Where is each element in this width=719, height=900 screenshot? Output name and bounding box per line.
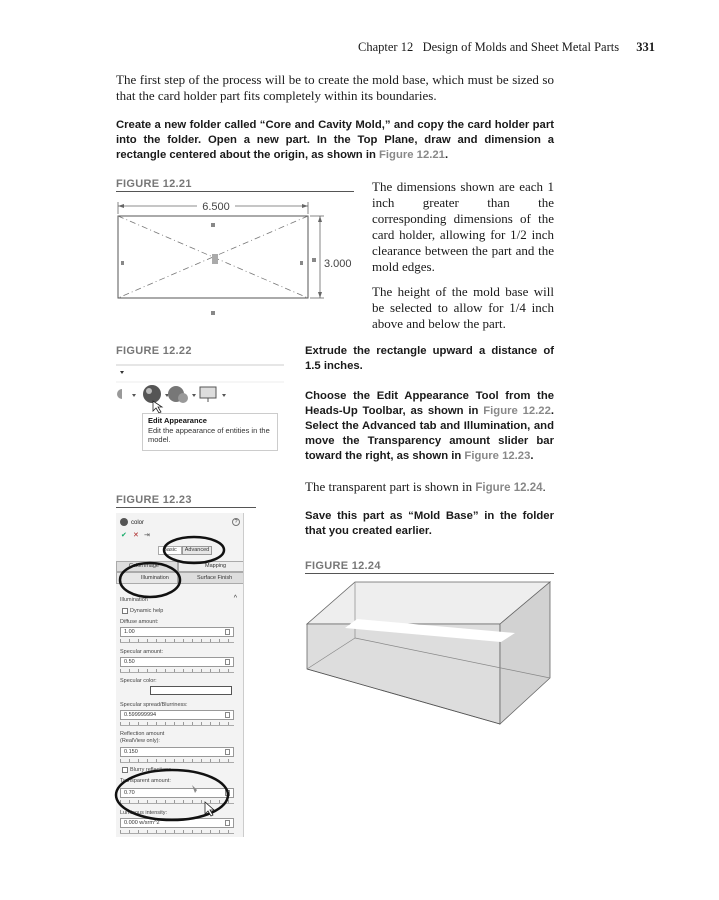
collapse-icon[interactable]: ^ [233,595,237,602]
figure-ref-12-22[interactable]: Figure 12.22 [483,405,551,417]
step-edit-appearance-text-c: . [530,450,534,462]
dynamic-help-label: Dynamic help [130,608,164,614]
diffuse-label: Diffuse amount: [120,619,159,625]
heads-up-toolbar [116,363,284,417]
rectangle-sketch [112,194,364,326]
page-number: 331 [636,40,655,54]
specular-value: 0.50 [124,659,135,665]
tooltip-text: Edit the appearance of entities in the model. [148,425,270,444]
running-header [358,40,655,55]
height-dimension: 3.000 [324,258,352,270]
transparent-note [305,479,554,496]
tooltip-title: Edit Appearance [148,416,207,425]
specular-label: Specular amount: [120,649,164,655]
transparent-value: 0.70 [124,790,135,796]
edit-appearance-tooltip [142,413,278,451]
tab-mapping[interactable]: Mapping [178,561,244,572]
tab-color-image[interactable]: Color/Image [116,561,178,572]
ok-icon[interactable]: ✔ [121,532,127,539]
spread-label: Specular spread/Blurriness: [120,702,188,708]
specular-color-label: Specular color: [120,678,157,684]
pin-icon[interactable]: ⇥ [144,532,150,539]
step-create-folder-text: Create a new folder called “Core and Cavity Mold,” and copy the card holder part into the folder. Open a new part. In the Top Plane, draw and dimension a rectangle centered about the origin, as shown in [116,119,554,161]
step-extrude: Extrude the rectangle upward a distance of 1.5 inches. [305,345,554,372]
figure-ref-12-23[interactable]: Figure 12.23 [464,450,531,462]
figure-ref-12-21[interactable]: Figure 12.21 [379,149,445,161]
transparent-note-text: The transparent part is shown in [305,479,473,494]
height-note: The height of the mold base will be selected to allow for 1/4 inch above and below the part. [372,284,554,331]
tab-basic[interactable]: Basic [158,546,182,555]
panel-title: color [131,520,145,526]
help-icon[interactable]: ? [232,518,240,526]
tab-surface-finish[interactable]: Surface Finish [178,572,244,584]
transparent-box-render [305,578,560,730]
cancel-icon[interactable]: ✕ [133,532,139,539]
figure-ref-12-24[interactable]: Figure 12.24 [475,482,543,494]
step-edit-appearance-text-b: . Select the Advanced tab and Illumination, and move the Transparency amount slider bar toward the right, as shown in [305,405,554,462]
illumination-tab-callout [120,563,180,597]
width-dimension: 6.500 [202,201,230,213]
step-create-folder [116,118,554,163]
tab-illumination[interactable]: Illumination [116,572,178,584]
luminous-label: Luminous intensity: [120,810,168,816]
blurry-reflections-label: Blurry reflections [130,767,171,773]
figure-label-12-23: FIGURE 12.23 [116,494,256,508]
section-illumination: Illumination [120,597,148,603]
chapter-number: Chapter 12 [358,40,414,54]
step-create-folder-end: . [444,149,449,161]
transparent-slider-thumb[interactable] [192,785,197,793]
diffuse-value: 1.00 [124,629,135,635]
intro-paragraph: The first step of the process will be to create the mold base, which must be sized so that the card holder part fits completely within its boundaries. [116,72,554,103]
dimensions-note: The dimensions shown are each 1 inch greater than the corresponding dimensions of the card holder, allowing for 1/2 inch clearance between the part and the mold edges. [372,179,554,274]
advanced-tab-callout [164,537,224,563]
step-save-mold-base: Save this part as “Mold Base” in the folder that you created earlier. [305,510,554,537]
transparent-note-end: . [542,479,546,494]
figure-label-12-22: FIGURE 12.22 [116,345,192,357]
transparent-label: Transparent amount: [120,778,171,784]
reflection-label: Reflection amount (RealView only): [120,731,165,744]
luminous-value: 0.000 w/srm^2 [124,820,160,826]
spread-value: 0.599999994 [124,712,157,718]
reflection-value: 0.150 [124,749,138,755]
figure-label-12-24: FIGURE 12.24 [305,560,554,574]
figure-label-12-21: FIGURE 12.21 [116,178,354,192]
step-edit-appearance [305,389,554,464]
tab-advanced[interactable]: Advanced [182,546,212,555]
chapter-title: Design of Molds and Sheet Metal Parts [422,40,620,54]
step-edit-appearance-text-a: Choose the Edit Appearance Tool from the Heads-Up Toolbar, as shown in [305,390,554,417]
annotation-overlay [112,510,252,840]
